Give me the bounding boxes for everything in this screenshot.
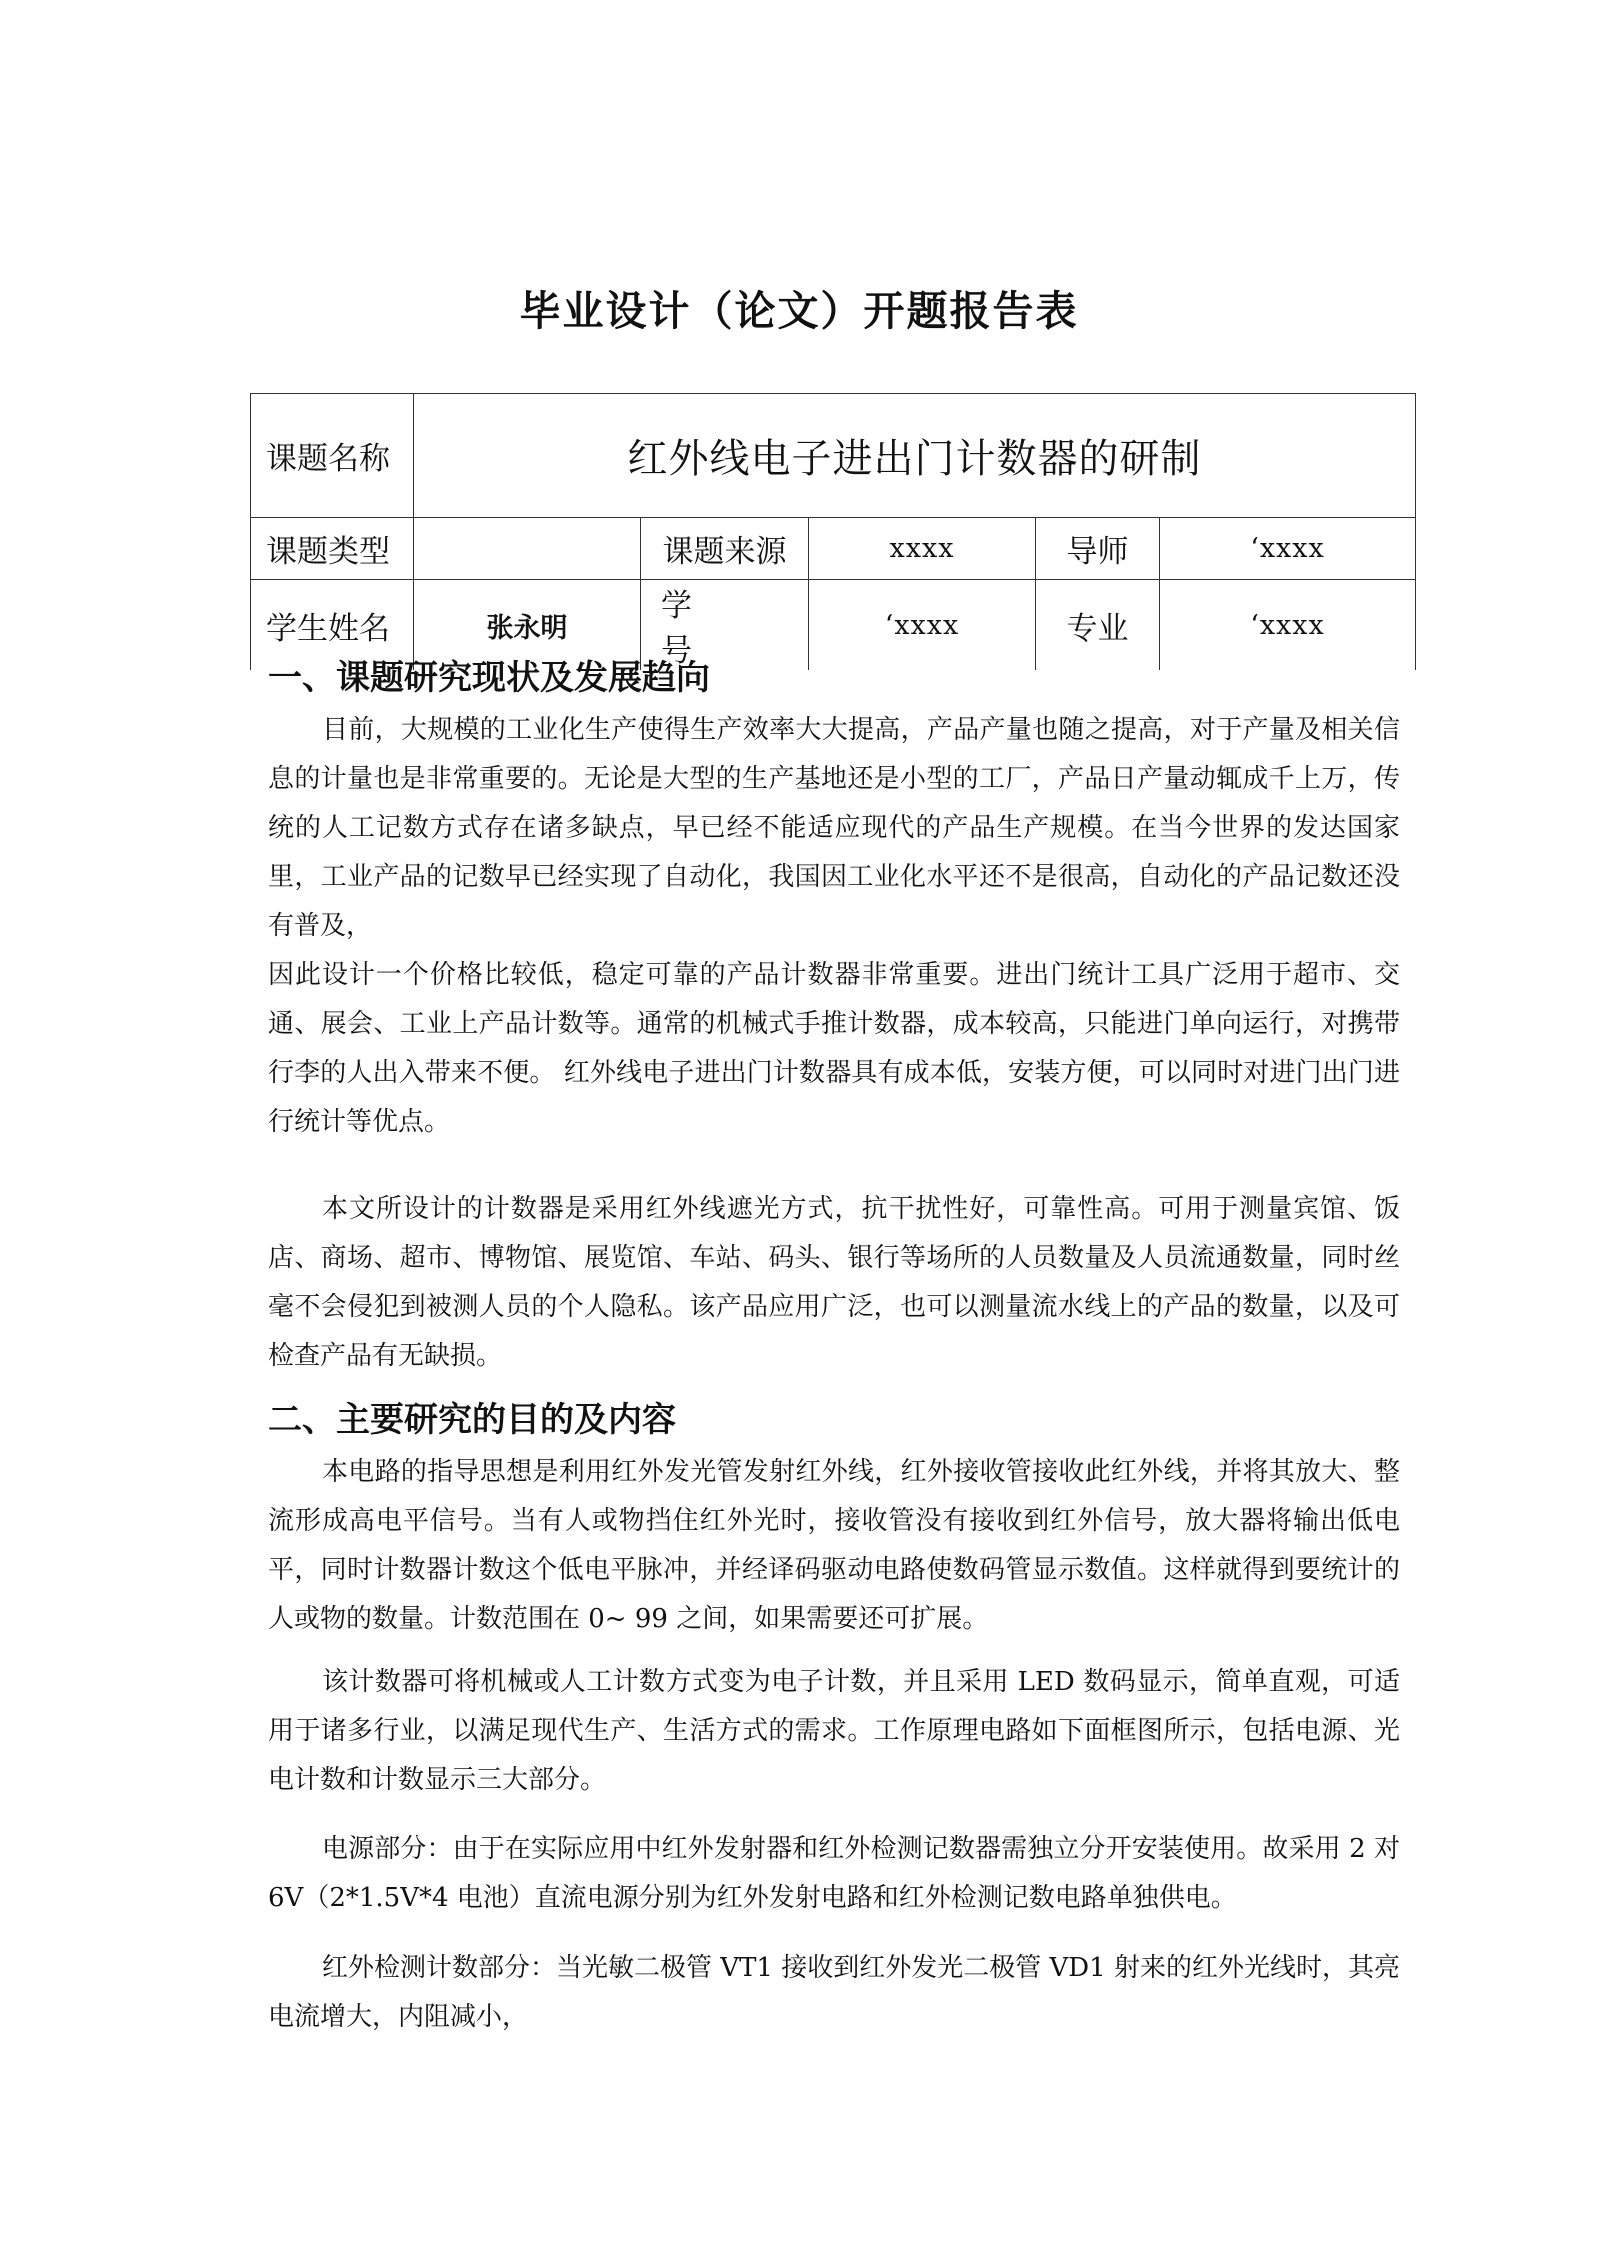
- topic-label: 课题名称: [251, 394, 414, 518]
- section1-paragraph-2: 因此设计一个价格比较低，稳定可靠的产品计数器非常重要。进出门统计工具广泛用于超市、交通、展会、工业上产品计数等。通常的机械式手推计数器，成本较高，只能进门单向运行，对携带行李的人出入带来不便。 红外线电子进出门计数器具有成本低，安装方便，可以同时对进门出门进行统计等优点。: [268, 960, 1400, 1137]
- major-value: ‘xxxx: [1160, 580, 1416, 671]
- id-value: ‘xxxx: [809, 580, 1036, 671]
- table-row: [251, 394, 1416, 518]
- student-value: 张永明: [414, 580, 641, 671]
- advisor-value: ‘xxxx: [1160, 518, 1416, 580]
- source-value: xxxx: [809, 518, 1036, 580]
- topic-value: 红外线电子进出门计数器的研制: [414, 394, 1416, 518]
- section1-heading: 一、课题研究现状及发展趋向: [268, 658, 710, 698]
- type-value: [414, 518, 641, 580]
- table-row: [251, 518, 1416, 580]
- section2-paragraph-3: 电源部分：由于在实际应用中红外发射器和红外检测记数器需独立分开安装使用。故采用 2 对 6V（2*1.5V*4 电池）直流电源分别为红外发射电路和红外检测记数电路单独供电。: [268, 1834, 1400, 1913]
- section1-paragraph-1: 目前，大规模的工业化生产使得生产效率大大提高，产品产量也随之提高，对于产量及相关信息的计量也是非常重要的。无论是大型的生产基地还是小型的工厂，产品日产量动辄成千上万，传统的人工记数方式存在诸多缺点，早已经不能适应现代的产品生产规模。在当今世界的发达国家里，工业产品的记数早已经实现了自动化，我国因工业化水平还不是很高，自动化的产品记数还没有普及，: [268, 715, 1400, 941]
- student-label: 学生姓名: [251, 580, 414, 671]
- source-label: 课题来源: [641, 518, 809, 580]
- advisor-label: 导师: [1036, 518, 1160, 580]
- section2-heading: 二、主要研究的目的及内容: [268, 1400, 676, 1440]
- id-label: 学号: [641, 580, 809, 671]
- type-label: 课题类型: [251, 518, 414, 580]
- section2-paragraph-4: 红外检测计数部分：当光敏二极管 VT1 接收到红外发光二极管 VD1 射来的红外光线时，其亮电流增大，内阻减小，: [268, 1953, 1400, 2032]
- section2-paragraph-2: 该计数器可将机械或人工计数方式变为电子计数，并且采用 LED 数码显示，简单直观，可适用于诸多行业，以满足现代生产、生活方式的需求。工作原理电路如下面框图所示，包括电源、光电计数和计数显示三大部分。: [268, 1667, 1400, 1795]
- info-table: [250, 393, 1416, 670]
- section2-paragraph-1: 本电路的指导思想是利用红外发光管发射红外线，红外接收管接收此红外线，并将其放大、整流形成高电平信号。当有人或物挡住红外光时，接收管没有接收到红外信号，放大器将输出低电平，同时计数器计数这个低电平脉冲，并经译码驱动电路使数码管显示数值。这样就得到要统计的人或物的数量。计数范围在 0~ 99 之间，如果需要还可扩展。: [268, 1457, 1400, 1634]
- section1-paragraph-3: 本文所设计的计数器是采用红外线遮光方式，抗干扰性好，可靠性高。可用于测量宾馆、饭店、商场、超市、博物馆、展览馆、车站、码头、银行等场所的人员数量及人员流通数量，同时丝毫不会侵犯到被测人员的个人隐私。该产品应用广泛，也可以测量流水线上的产品的数量，以及可检查产品有无缺损。: [268, 1194, 1400, 1371]
- major-label: 专业: [1036, 580, 1160, 671]
- page-title: 毕业设计（论文）开题报告表: [519, 287, 1079, 335]
